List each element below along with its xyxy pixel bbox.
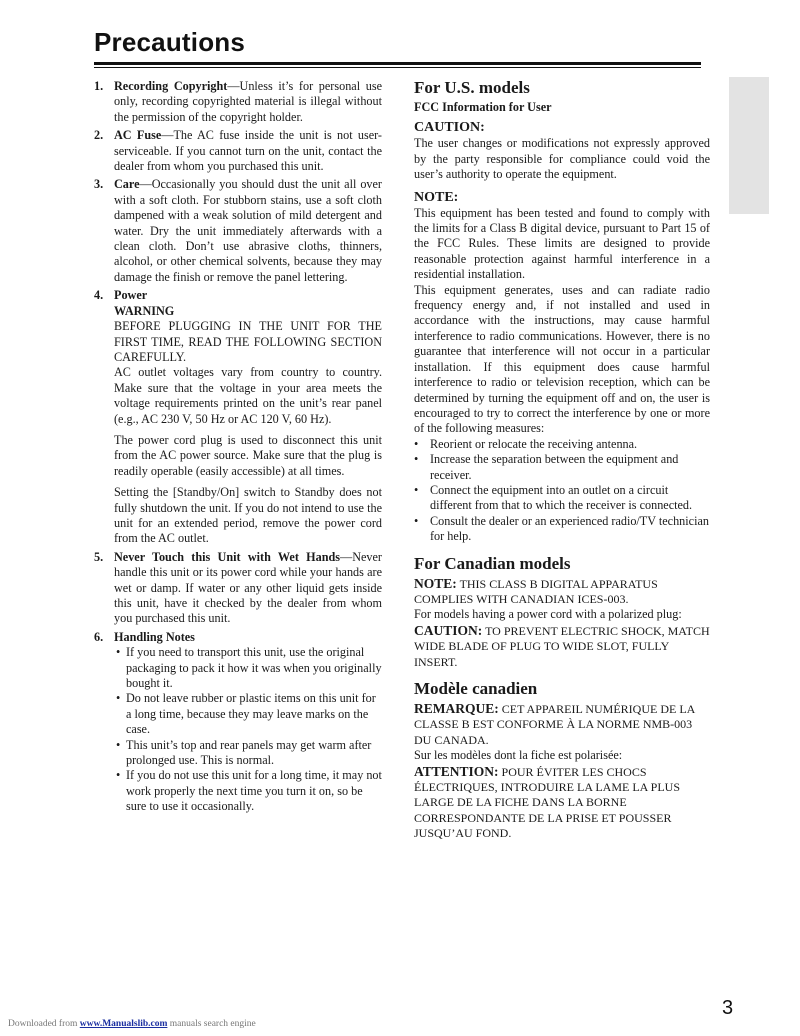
note-label: NOTE: (414, 189, 459, 205)
note-text-1: This equipment has been tested and found to comply with the limits for a Class B digital device, pursuant to Part 15 of the FCC Rules. These limits are designed to provide reasonable protection against harmful interference in a residential installation. (414, 205, 710, 282)
canadian-section (414, 554, 710, 670)
header-rule-thick (94, 62, 701, 65)
item-title: AC Fuse (114, 128, 162, 143)
bullet-item: • If you need to transport this unit, use the original packaging to pack it how it was when you originally bought it. (114, 645, 382, 691)
precaution-item (94, 550, 382, 627)
item-title: Recording Copyright (114, 79, 228, 93)
download-footer (8, 1019, 256, 1029)
item-number: 1. (94, 79, 104, 93)
page-title: Precautions (94, 27, 246, 57)
header-rule-thin (94, 67, 701, 68)
warning-text: BEFORE PLUGGING IN THE UNIT FOR THE FIRST TIME, READ THE FOLLOWING SECTION CAREFULLY. (114, 319, 382, 364)
bullet-item: • Do not leave rubber or plastic items on this unit for a long time, because they may leave marks on the case. (114, 691, 382, 737)
precaution-item (94, 79, 382, 125)
fcc-measures-list (414, 437, 710, 545)
item-text: —The AC fuse inside the unit is not user-serviceable. If you cannot turn on the unit, contact the dealer from whom you purchased this unit. (114, 128, 382, 174)
plug-text: Sur les modèles dont la fiche est polarisée: (414, 748, 623, 763)
plug-text: For models having a power cord with a polarized plug: (414, 607, 682, 622)
page-number: 3 (722, 997, 734, 1019)
french-section (414, 679, 710, 842)
precaution-item-power (94, 288, 382, 547)
bullet-item: • Increase the separation between the equipment and receiver. (414, 452, 710, 483)
bullet-item: • Reorient or relocate the receiving antenna. (414, 437, 710, 452)
remarque-text: CET APPAREIL NUMÉRIQUE DE LA CLASSE B EST CONFORME À LA NORME NMB-003 DU CANADA. (414, 702, 695, 747)
item-title: Care (114, 177, 140, 192)
note-text-2: This equipment generates, uses and can radiate radio frequency energy and, if not installed and used in accordance with the instructions, may cause harmful interference to radio communications. However, there is no guarantee that interference will not occur in a particular installation. If this equipment does cause harmful interference to radio or television reception, which can be determined by turning the equipment off and on, the user is encouraged to try to correct the interference by one or more of the following measures: (414, 282, 710, 436)
footer-prefix: Downloaded from (8, 1019, 80, 1029)
precautions-column (94, 79, 382, 818)
fcc-subheading: FCC Information for User (414, 100, 552, 114)
canadian-heading: For Canadian models (414, 553, 571, 573)
us-models-heading: For U.S. models (414, 78, 530, 97)
item-title: Never Touch this Unit with Wet Hands (114, 549, 341, 564)
bullet-item: • Consult the dealer or an experienced radio/TV technician for help. (414, 514, 710, 545)
precautions-list (94, 79, 382, 815)
item-number: 2. (94, 128, 104, 143)
attention-text: POUR ÉVITER LES CHOCS ÉLECTRIQUES, INTRODUIRE LA LAME LA PLUS LARGE DE LA FICHE DANS LA BORNE CORRESPONDANTE DE LA PRISE ET POUSSER JUSQU’AU FOND. (414, 764, 680, 841)
handling-bullets (114, 645, 382, 814)
caution-label: CAUTION: (414, 622, 483, 638)
precaution-item (94, 177, 382, 285)
caution-label: CAUTION: (414, 120, 485, 136)
item-number: 3. (94, 177, 104, 192)
item-title: Power (114, 288, 148, 303)
item-text: —Unless it’s for personal use only, recording copyrighted material is illegal without the permission of the copyright holder. (114, 79, 382, 124)
caution-text: The user changes or modifications not expressly approved by the party responsible for compliance could void the user’s authority to operate the equipment. (414, 136, 710, 182)
item-number: 6. (94, 629, 104, 644)
remarque-label: REMARQUE: (414, 701, 499, 716)
item-text: —Never handle this unit or its power cord while your hands are wet or damp. If water or any other liquid gets inside this unit, have it checked by the dealer from whom you purchased this unit. (114, 549, 382, 626)
voltage-text: AC outlet voltages vary from country to country. Make sure that the voltage in your area meets the voltage requirements printed on the unit’s rear panel (e.g., AC 230 V, 50 Hz or AC 120 V, 60 Hz). (114, 365, 382, 426)
power-cord-text: The power cord plug is used to disconnect this unit from the AC power source. Make sure that the plug is readily operable (easily accessible) at all times. (114, 432, 382, 478)
precaution-item-handling (94, 630, 382, 815)
item-number: 4. (94, 288, 104, 303)
item-number: 5. (94, 549, 104, 564)
item-title: Handling Notes (114, 629, 195, 644)
bullet-item: • If you do not use this unit for a long time, it may not work properly the next time you turn it on, so be sure to use it occasionally. (114, 768, 382, 814)
note-text: THIS CLASS B DIGITAL APPARATUS COMPLIES WITH CANADIAN ICES-003. (414, 576, 658, 606)
item-text: —Occasionally you should dust the unit all over with a soft cloth. For stubborn stains, use a soft cloth dampened with a weak solution of mild detergent and water. Dry the unit immediately afterwards with a clean cloth. Don’t use abrasive cloths, thinners, alcohol, or other chemical solvents, because they may damage the finish or remove the panel lettering. (114, 177, 382, 284)
french-heading: Modèle canadien (414, 679, 538, 698)
caution-text: TO PREVENT ELECTRIC SHOCK, MATCH WIDE BLADE OF PLUG TO WIDE SLOT, FULLY INSERT. (414, 623, 710, 669)
attention-label: ATTENTION: (414, 763, 499, 779)
precaution-item (94, 128, 382, 174)
footer-suffix: manuals search engine (167, 1019, 256, 1029)
standby-text: Setting the [Standby/On] switch to Standby does not fully shutdown the unit. If you do not intend to use the unit for an extended period, remove the power cord from the AC outlet. (114, 485, 382, 546)
bullet-item: • Connect the equipment into an outlet on a circuit different from that to which the receiver is connected. (414, 483, 710, 514)
bullet-item: • This unit’s top and rear panels may get warm after prolonged use. This is normal. (114, 738, 382, 769)
section-side-tab (729, 77, 769, 214)
note-label: NOTE: (414, 575, 457, 591)
regulatory-column (414, 78, 710, 842)
manualslib-link[interactable]: www.Manualslib.com (79, 1019, 168, 1029)
warning-label: WARNING (114, 303, 175, 318)
